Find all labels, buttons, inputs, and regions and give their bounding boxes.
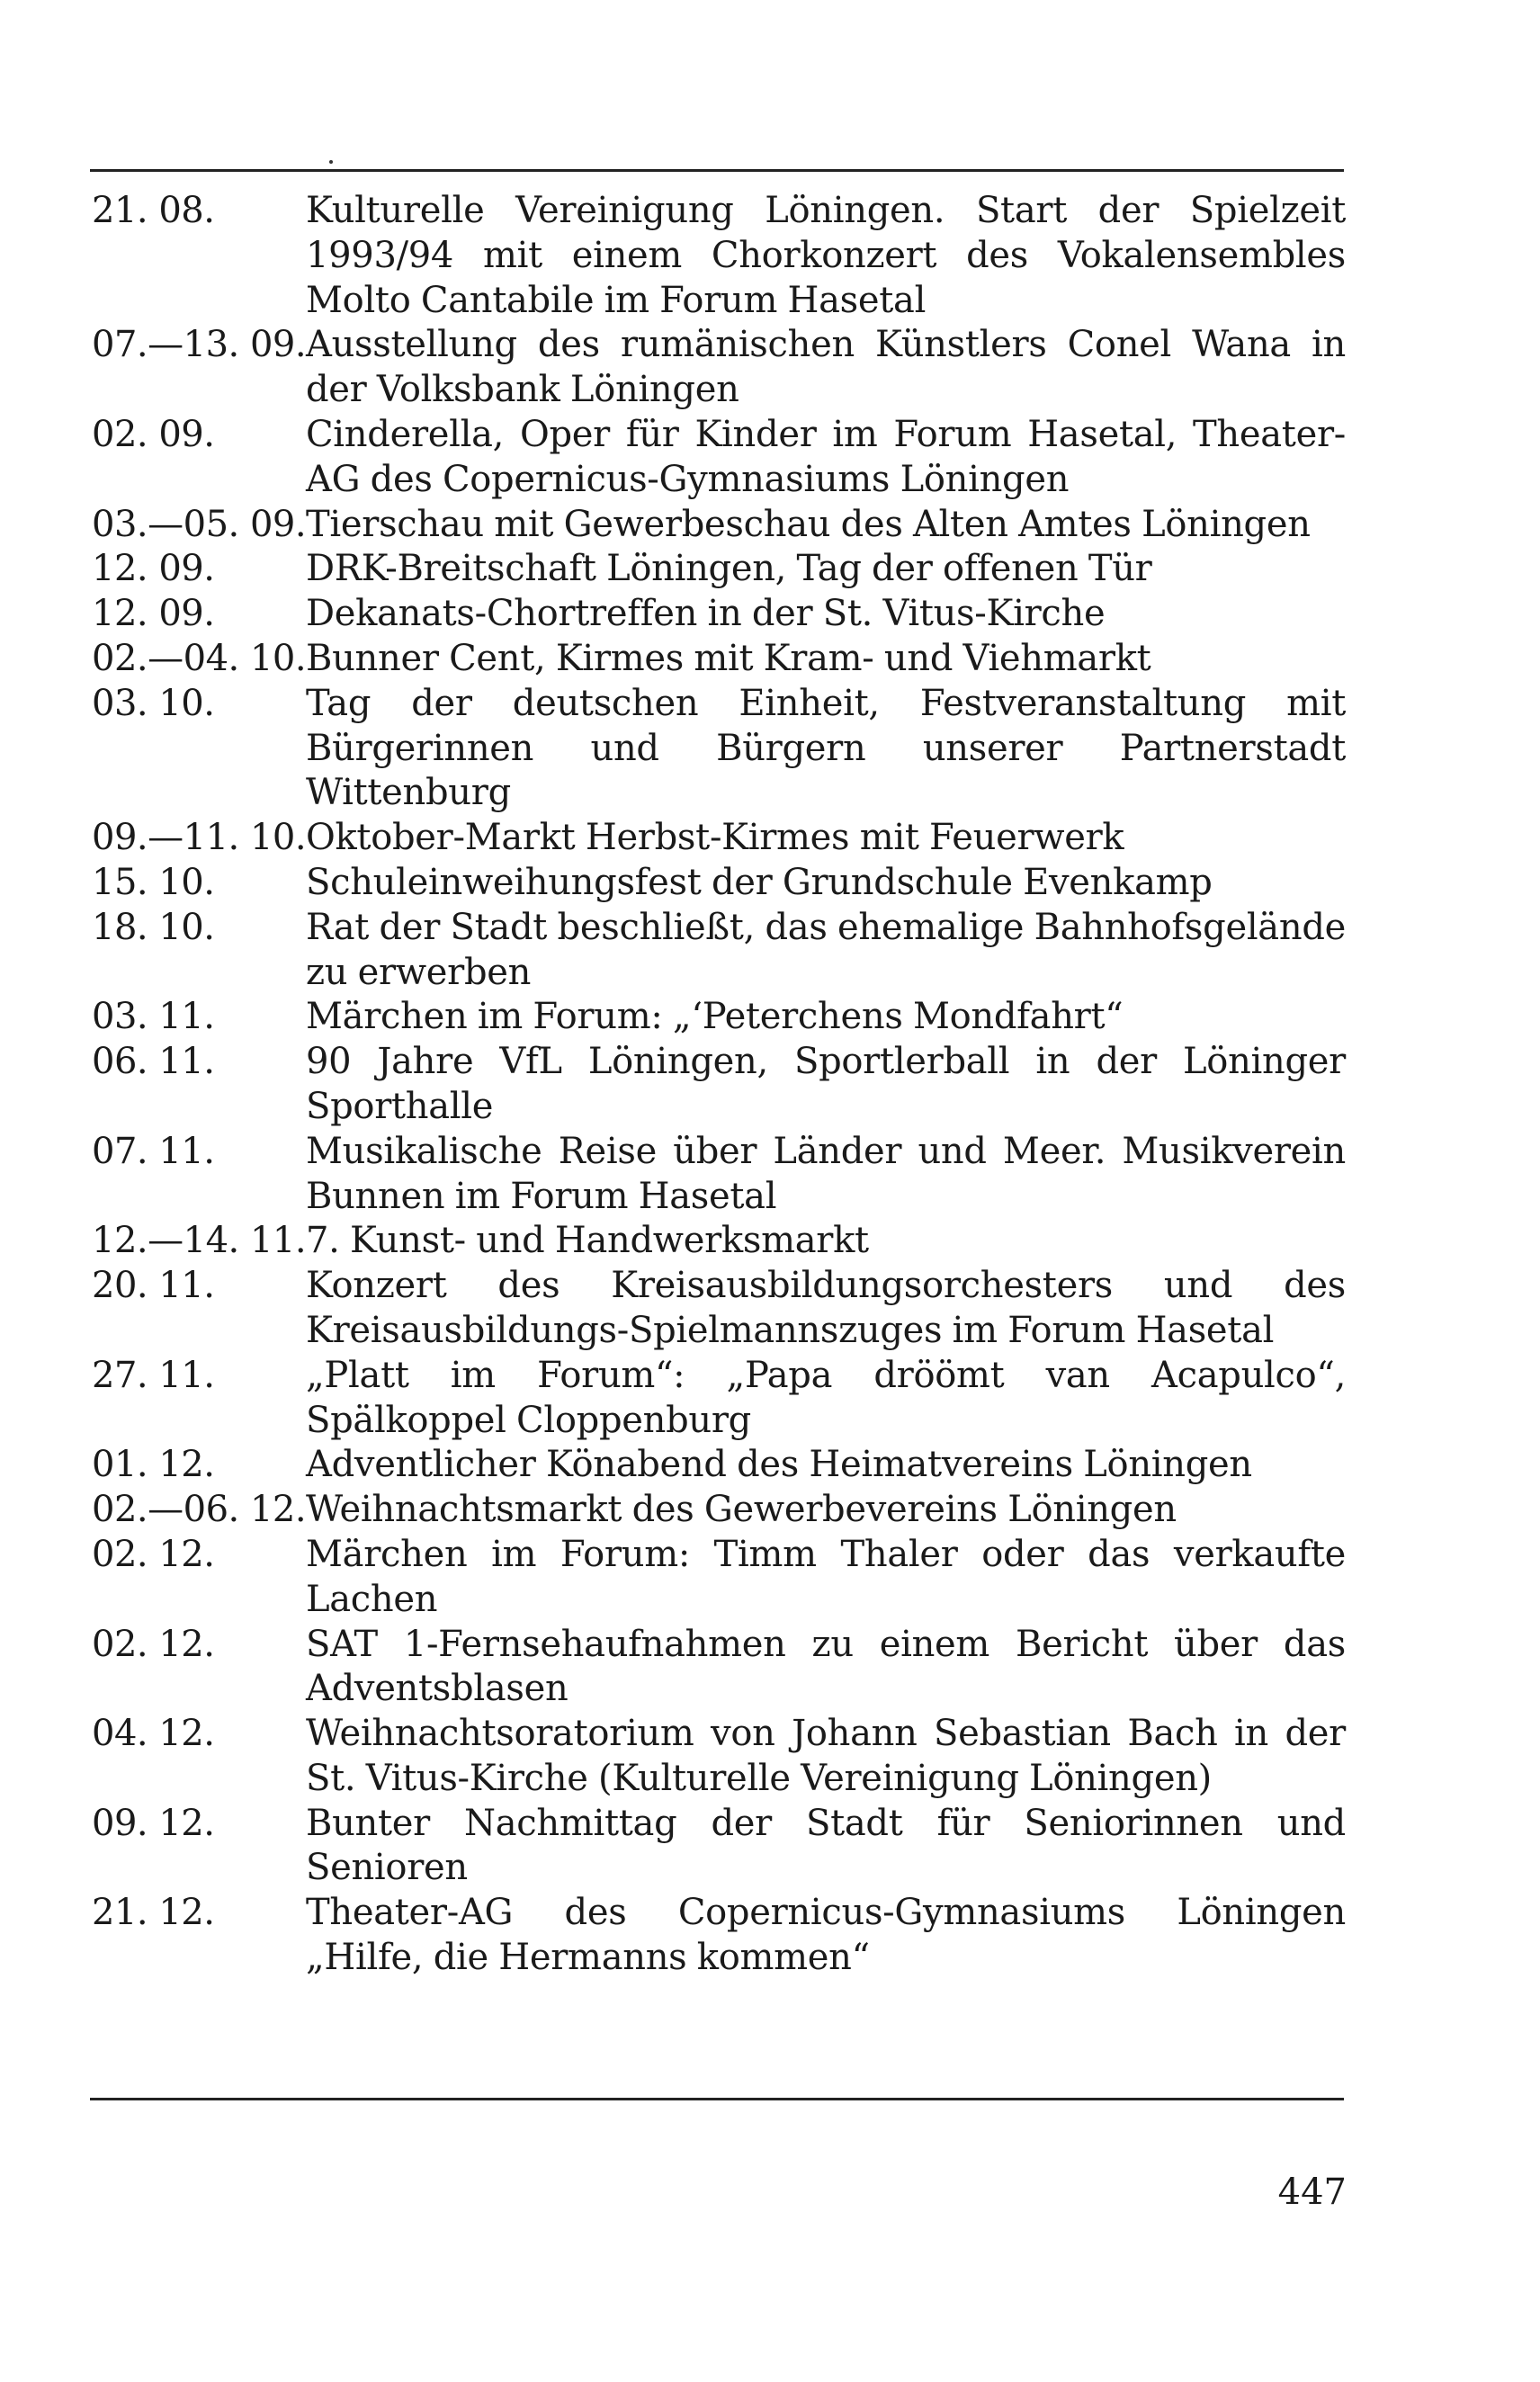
entry-text: Tag der deutschen Einheit, Festveranstaltung mit Bürgerinnen und Bürgern unserer Partnerstadt Wittenburg [306,682,1346,814]
list-item [92,1443,1346,1488]
entry-date: 18. 10. [92,906,215,948]
entry-date: 02. 12. [92,1623,215,1665]
entry-text: DRK-Breitschaft Löningen, Tag der offenen Tür [306,548,1152,590]
entry-date: 03. 11. [92,996,215,1038]
list-item [92,1488,1346,1533]
print-mark [329,160,333,164]
bottom-rule [90,2098,1344,2100]
entry-text: Märchen im Forum: „‘Peterchens Mondfahrt“ [306,996,1124,1038]
entry-text: 90 Jahre VfL Löningen, Sportlerball in der Löninger Sporthalle [306,1041,1346,1127]
entry-text: Musikalische Reise über Länder und Meer. Musikverein Bunnen im Forum Hasetal [306,1130,1346,1217]
list-item [92,189,1346,323]
list-item [92,816,1346,861]
entry-date: 21. 08. [92,190,215,231]
list-item [92,861,1346,906]
entry-date: 02. 12. [92,1533,215,1575]
entry-date: 21. 12. [92,1892,215,1934]
list-item [92,682,1346,816]
entry-date: 02. 09. [92,413,215,455]
entry-text: Ausstellung des rumänischen Künstlers Conel Wana in der Volksbank Löningen [306,324,1346,411]
list-item [92,503,1346,548]
chronicle-list [92,189,1346,1981]
list-item [92,1891,1346,1981]
list-item [92,995,1346,1040]
entry-text: Schuleinweihungsfest der Grundschule Evenkamp [306,861,1213,903]
entry-date: 02.—04. 10. [92,637,307,679]
entry-date: 09. 12. [92,1802,215,1844]
entry-text: SAT 1-Fernsehaufnahmen zu einem Bericht über das Adventsblasen [306,1623,1346,1710]
entry-text: Märchen im Forum: Timm Thaler oder das verkaufte Lachen [306,1533,1346,1620]
list-item [92,413,1346,503]
list-item [92,1802,1346,1892]
entry-date: 06. 11. [92,1041,215,1083]
list-item [92,1130,1346,1220]
list-item [92,547,1346,592]
entry-date: 12.—14. 11. [92,1220,307,1262]
entry-date: 12. 09. [92,593,215,635]
list-item [92,637,1346,682]
entry-date: 03.—05. 09. [92,503,307,545]
entry-date: 01. 12. [92,1444,215,1486]
entry-text: Bunter Nachmittag der Stadt für Seniorinnen und Senioren [306,1802,1346,1889]
list-item [92,1354,1346,1444]
list-item [92,592,1346,637]
entry-text: Adventlicher Könabend des Heimatvereins Löningen [306,1444,1252,1486]
entry-text: Weihnachtsoratorium von Johann Sebastian Bach in der St. Vitus-Kirche (Kulturelle Vereinigung Löningen) [306,1713,1346,1799]
entry-date: 07.—13. 09. [92,324,307,366]
list-item [92,1712,1346,1802]
entry-date: 07. 11. [92,1130,215,1172]
entry-text: „Platt im Forum“: „Papa dröömt van Acapulco“, Spälkoppel Cloppenburg [306,1354,1346,1441]
list-item [92,323,1346,413]
page-number: 447 [1277,2172,1347,2213]
list-item [92,1264,1346,1354]
list-item [92,906,1346,996]
entry-date: 03. 10. [92,682,215,724]
entry-date: 20. 11. [92,1265,215,1307]
entry-date: 12. 09. [92,548,215,590]
entry-text: Dekanats-Chortreffen in der St. Vitus-Kirche [306,593,1106,635]
entry-text: Weihnachtsmarkt des Gewerbevereins Löningen [306,1489,1177,1531]
entry-date: 15. 10. [92,861,215,903]
entry-text: Tierschau mit Gewerbeschau des Alten Amtes Löningen [306,503,1311,545]
list-item [92,1219,1346,1264]
list-item [92,1040,1346,1130]
list-item [92,1623,1346,1713]
entry-text: Bunner Cent, Kirmes mit Kram- und Viehmarkt [306,637,1151,679]
top-rule [90,169,1344,172]
entry-text: Cinderella, Oper für Kinder im Forum Hasetal, Theater-AG des Copernicus-Gymnasiums Löningen [306,413,1346,500]
entry-text: Rat der Stadt beschließt, das ehemalige Bahnhofsgelände zu erwerben [306,906,1346,993]
entry-text: 7. Kunst- und Handwerksmarkt [306,1220,869,1262]
entry-text: Theater-AG des Copernicus-Gymnasiums Löningen „Hilfe, die Hermanns kommen“ [306,1892,1346,1979]
entry-text: Konzert des Kreisausbildungsorchesters und des Kreisausbildungs-Spielmannszuges im Forum Hasetal [306,1265,1346,1351]
entry-text: Oktober-Markt Herbst-Kirmes mit Feuerwerk [306,817,1124,859]
list-item [92,1533,1346,1623]
entry-date: 09.—11. 10. [92,817,307,859]
entry-date: 02.—06. 12. [92,1489,307,1531]
entry-text: Kulturelle Vereinigung Löningen. Start der Spielzeit 1993/94 mit einem Chorkonzert des Vokalensembles Molto Cantabile im Forum Hasetal [306,190,1346,321]
entry-date: 27. 11. [92,1354,215,1396]
entry-date: 04. 12. [92,1713,215,1755]
